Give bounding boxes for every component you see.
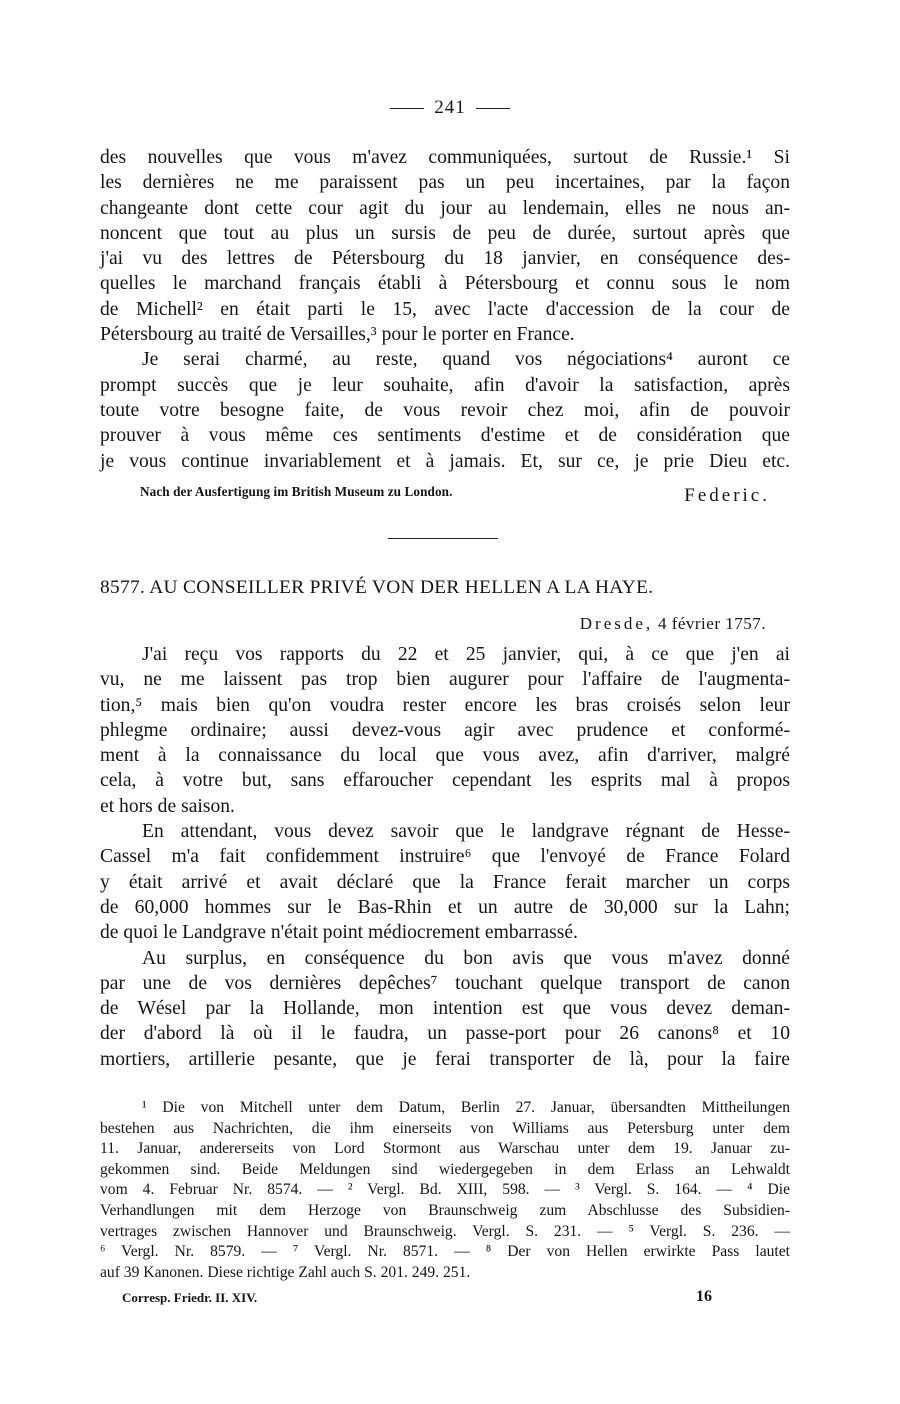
footnote-line: bestehen aus Nachrichten, die ihm einerseits von Williams aus Petersburg unter dem	[100, 1119, 790, 1137]
footer-signature-mark: 16	[696, 1288, 712, 1305]
text-line: changeante dont cette cour agit du jour au lendemain, elles ne nous an-	[100, 197, 790, 219]
text-line: der d'abord là où il le faudra, un passe-port pour 26 canons⁸ et 10	[100, 1023, 790, 1045]
text-line: Pétersbourg au traité de Versailles,³ pour le porter en France.	[100, 324, 575, 346]
text-line: de Wésel par la Hollande, mon intention est que vous devez deman-	[100, 998, 790, 1020]
header-dash-right	[476, 108, 510, 109]
text-line: prompt succès que je leur souhaite, afin d'avoir la satisfaction, après	[100, 374, 790, 396]
text-line: En attendant, vous devez savoir que le landgrave régnant de Hesse-	[142, 821, 790, 843]
text-line: Au surplus, en conséquence du bon avis que vous m'avez donné	[142, 947, 790, 969]
page-footer	[122, 1290, 712, 1306]
footnote-line: 11. Januar, andererseits von Lord Stormont aus Warschau unter dem 19. Januar zu-	[100, 1140, 790, 1158]
footnote-line: ¹ Die von Mitchell unter dem Datum, Berlin 27. Januar, übersandten Mittheilungen	[142, 1099, 790, 1116]
text-line: toute votre besogne faite, de vous revoir chez moi, afin de pouvoir	[100, 399, 790, 421]
footnote-line: Verhandlungen mit dem Herzoge von Braunschweig zum Abschlusse des Subsidien-	[100, 1201, 790, 1219]
footer-collection: Corresp. Friedr. II. XIV.	[122, 1290, 258, 1305]
footnotes	[100, 1098, 790, 1283]
section-divider	[388, 538, 498, 539]
text-line: quelles le marchand français établi à Pétersbourg et connu sous le nom	[100, 273, 790, 295]
text-line: ment à la connaissance du local que vous avez, afin d'arriver, malgré	[100, 745, 790, 767]
signature: Federic.	[684, 485, 770, 506]
text-line: j'ai vu des lettres de Pétersbourg du 18 janvier, en conséquence des-	[100, 248, 790, 270]
text-line: noncent que tout au plus un sursis de peu de durée, surtout après que	[100, 222, 790, 244]
source-row	[140, 481, 770, 511]
text-line: les dernières ne me paraissent pas un peu incertaines, par la façon	[100, 172, 790, 194]
text-line: Je serai charmé, au reste, quand vos négociations⁴ auront ce	[142, 349, 790, 371]
footnote-line: vertrages zwischen Hannover und Braunschweig. Vergl. S. 231. — ⁵ Vergl. S. 236. —	[100, 1222, 790, 1240]
text-line: vu, ne me laissent pas trop bien augurer pour l'affaire de l'augmenta-	[100, 669, 790, 691]
text-line: y était arrivé et avait déclaré que la France ferait marcher un corps	[100, 871, 790, 893]
text-line: des nouvelles que vous m'avez communiquées, surtout de Russie.¹ Si	[100, 147, 790, 168]
text-line: mortiers, artillerie pesante, que je ferai transporter de là, pour la faire	[100, 1048, 790, 1070]
header-dash-left	[390, 108, 424, 109]
text-line: phlegme ordinaire; aussi devez-vous agir avec prudence et conformé-	[100, 719, 790, 741]
text-line: de 60,000 hommes sur le Bas-Rhin et un autre de 30,000 sur la Lahn;	[100, 896, 790, 918]
date-place: Dresde,	[579, 614, 654, 633]
letter-title: 8577. AU CONSEILLER PRIVÉ VON DER HELLEN A LA HAYE.	[100, 577, 654, 598]
source-note: Nach der Ausfertigung im British Museum zu London.	[140, 484, 453, 499]
footnote-line: vom 4. Februar Nr. 8574. — ² Vergl. Bd. XIII, 598. — ³ Vergl. S. 164. — ⁴ Die	[100, 1181, 790, 1199]
dateline	[580, 614, 766, 634]
page-number: 241	[434, 97, 466, 118]
text-line: je vous continue invariablement et à jamais. Et, sur ce, je prie Dieu etc.	[100, 450, 790, 472]
text-line: Cassel m'a fait confidemment instruire⁶ que l'envoyé de France Folard	[100, 846, 790, 868]
footnote-line: auf 39 Kanonen. Diese richtige Zahl auch S. 201. 249. 251.	[100, 1263, 471, 1281]
text-line: prouver à vous même ces sentiments d'estime et de considération que	[100, 425, 790, 447]
text-line: et hors de saison.	[100, 795, 235, 817]
text-line: de Michell² en était parti le 15, avec l'acte d'accession de la cour de	[100, 298, 790, 320]
text-line: cela, à votre but, sans effaroucher cependant les esprits mal à propos	[100, 770, 790, 792]
page-header	[0, 97, 900, 119]
text-line: J'ai reçu vos rapports du 22 et 25 janvier, qui, à ce que j'en ai	[142, 644, 790, 665]
footnote-line: ⁶ Vergl. Nr. 8579. — ⁷ Vergl. Nr. 8571. — ⁸ Der von Hellen erwirkte Pass lautet	[100, 1243, 790, 1261]
text-line: tion,⁵ mais bien qu'on voudra rester encore les bras croisés selon leur	[100, 694, 790, 716]
first-letter-text	[100, 145, 790, 474]
footnote-line: gekommen sind. Beide Meldungen sind wiedergegeben in dem Erlass an Lehwaldt	[100, 1160, 790, 1178]
text-line: de quoi le Landgrave n'était point médiocrement embarrassé.	[100, 922, 578, 944]
second-letter-text	[100, 642, 790, 1072]
date-rest: 4 février 1757.	[657, 614, 766, 633]
text-line: par une de vos dernières depêches⁷ touchant quelque transport de canon	[100, 972, 790, 994]
